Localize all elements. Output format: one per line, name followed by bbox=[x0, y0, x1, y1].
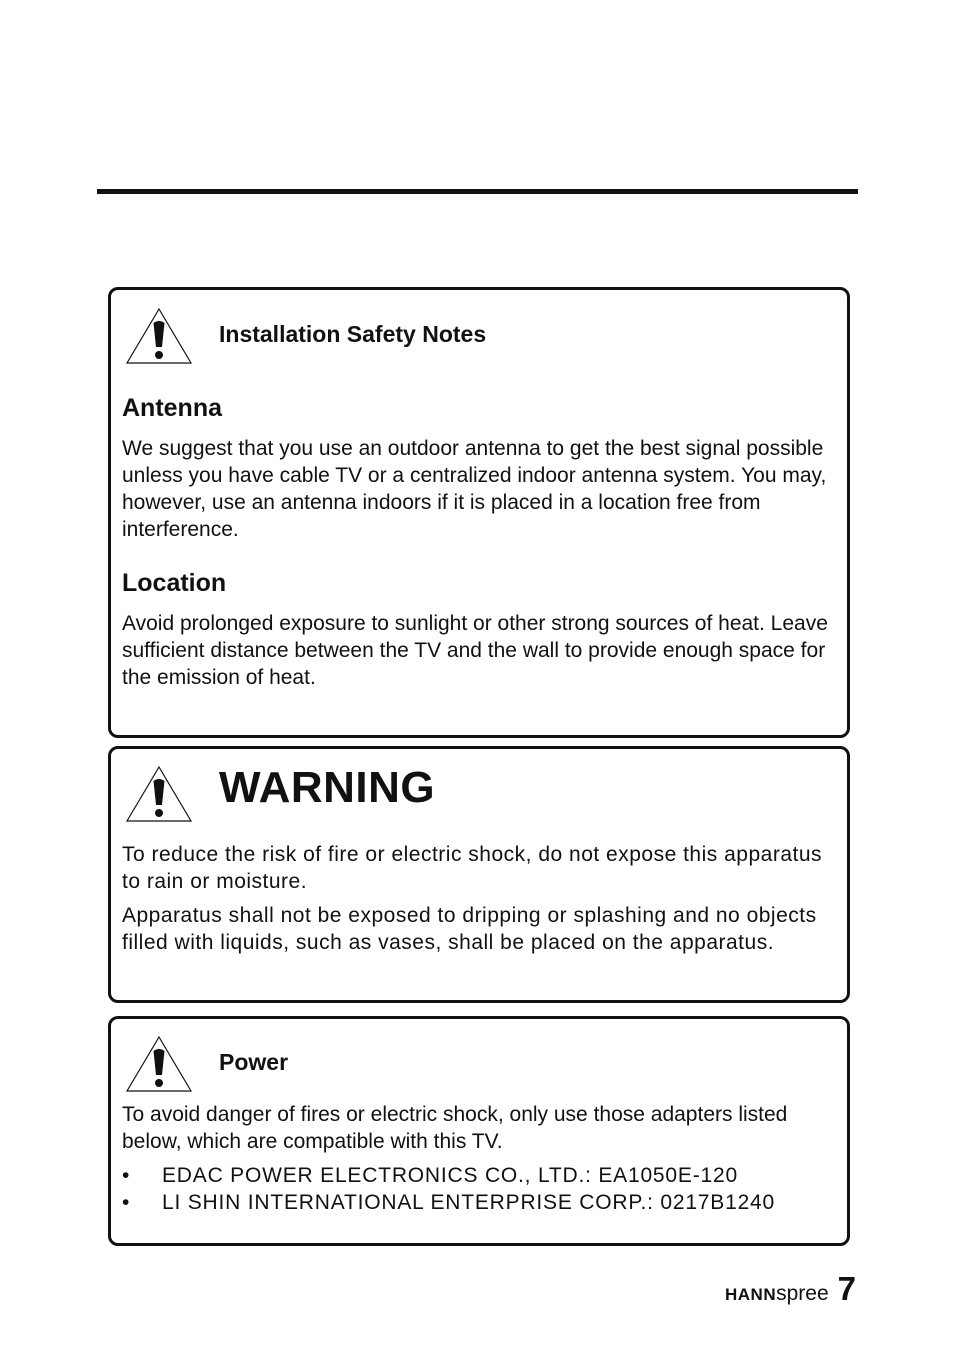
warning-text-liquids: Apparatus shall not be exposed to dripping or splashing and no objects filled with liquids, such as vases, shall be placed on the apparatus. bbox=[122, 904, 817, 954]
bullet: • bbox=[122, 1164, 131, 1187]
brand-logo-bold: HANN bbox=[725, 1285, 777, 1304]
warning-triangle-icon bbox=[125, 765, 193, 823]
power-text: To avoid danger of fires or electric shock, only use those adapters listed below, which are compatible with this TV. bbox=[122, 1103, 788, 1153]
brand-logo-light: spree bbox=[776, 1282, 829, 1305]
power-title: Power bbox=[219, 1049, 289, 1075]
page-number: 7 bbox=[837, 1270, 856, 1307]
warning-triangle-icon bbox=[125, 307, 193, 365]
antenna-heading: Antenna bbox=[122, 394, 222, 422]
installation-safety-notes-title: Installation Safety Notes bbox=[219, 321, 487, 347]
power-box bbox=[108, 1016, 850, 1246]
warning-title: WARNING bbox=[219, 763, 436, 812]
adapter-li-shin: LI SHIN INTERNATIONAL ENTERPRISE CORP.: 0217B1240 bbox=[162, 1191, 776, 1214]
adapter-list bbox=[122, 1162, 775, 1216]
location-text: Avoid prolonged exposure to sunlight or other strong sources of heat. Leave sufficient distance between the TV and the wall to provide enough space for the emission of heat. bbox=[122, 612, 828, 689]
antenna-text: We suggest that you use an outdoor antenna to get the best signal possible unless you have cable TV or a centralized indoor antenna system. You may, however, use an antenna indoors if it is placed in a location free from interference. bbox=[122, 437, 827, 541]
warning-triangle-icon bbox=[125, 1035, 193, 1093]
warning-box bbox=[108, 746, 850, 1003]
list-item bbox=[122, 1189, 775, 1216]
page-footer bbox=[725, 1270, 856, 1308]
location-heading: Location bbox=[122, 569, 227, 597]
warning-text-rain: To reduce the risk of fire or electric shock, do not expose this apparatus to rain or moisture. bbox=[122, 843, 823, 893]
top-divider bbox=[97, 189, 858, 194]
installation-safety-notes-box bbox=[108, 287, 850, 738]
list-item bbox=[122, 1162, 775, 1189]
adapter-edac: EDAC POWER ELECTRONICS CO., LTD.: EA1050E-120 bbox=[162, 1164, 738, 1187]
bullet: • bbox=[122, 1191, 131, 1214]
